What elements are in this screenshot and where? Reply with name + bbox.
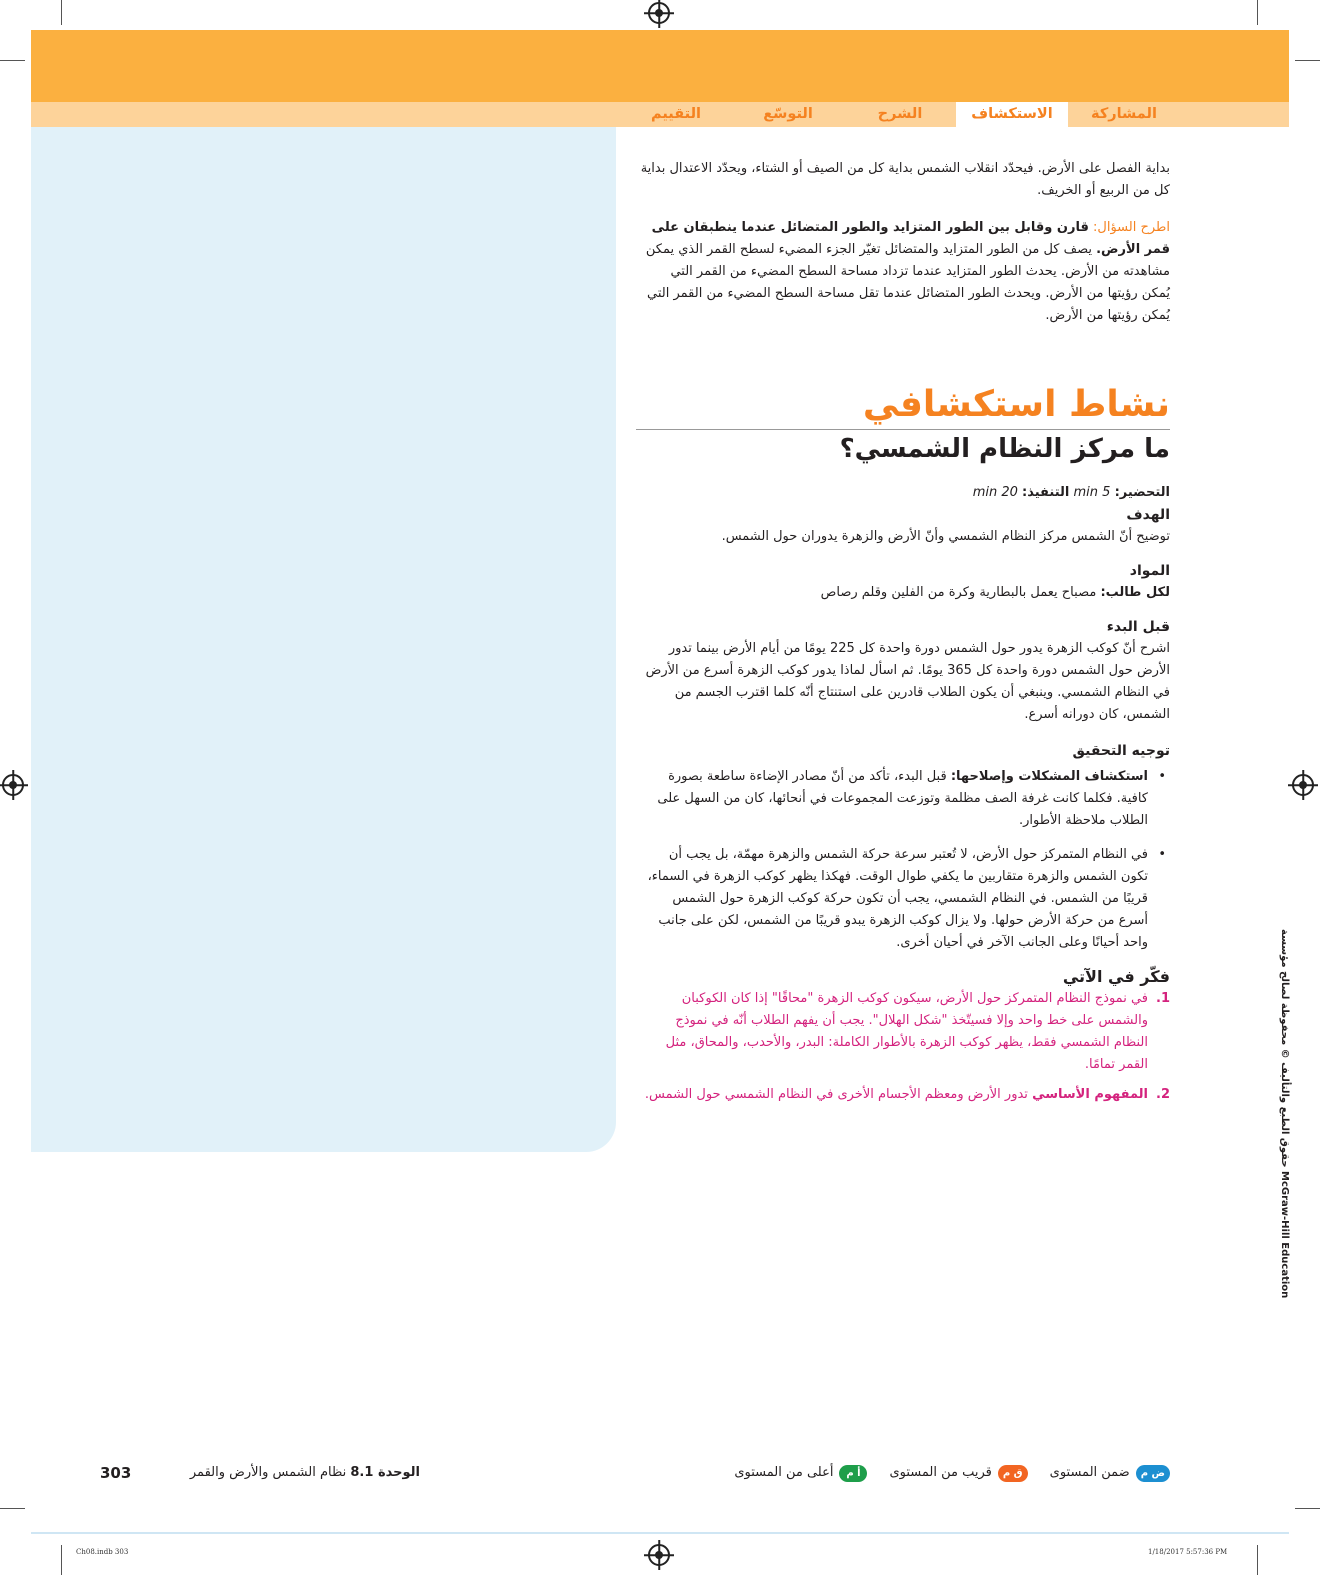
ask-question-paragraph xyxy=(640,217,1170,327)
materials-label: لكل طالب: xyxy=(1100,585,1170,600)
trim-mark xyxy=(1295,60,1320,61)
ask-answer: يصف كل من الطور المتزايد والمتضائل تغيّر الجزء المضيء لسطح القمر الذي يمكن مشاهدته من الأرض. يحدث الطور المتزايد عندما تزداد مساحة السطح المضيء من القمر التي يُمكن رؤيتها من الأرض. ويحدث الطور المتضائل عندما تقل مساحة السطح المضيء من القمر التي يُمكن رؤيتها من الأرض. xyxy=(645,242,1170,323)
intro-block xyxy=(640,158,1170,202)
tab-elaborate[interactable]: التوسّع xyxy=(763,106,813,122)
intro-paragraph: بداية الفصل على الأرض. فيحدّد انقلاب الشمس بداية كل من الصيف أو الشتاء، ويحدّد الاعتدال بداية كل من الربيع أو الخريف. xyxy=(640,161,1170,198)
trim-mark xyxy=(1295,1508,1320,1509)
before-heading: قبل البدء xyxy=(1106,619,1170,635)
trim-mark xyxy=(0,1508,25,1509)
q1-number: 1. xyxy=(1156,991,1170,1006)
bullet1-label: استكشاف المشكلات وإصلاحها: xyxy=(950,769,1148,784)
registration-mark-icon xyxy=(1292,774,1314,796)
list-item xyxy=(640,988,1170,1076)
slug-divider xyxy=(31,1532,1289,1534)
trim-mark xyxy=(1257,1545,1258,1575)
page-number: 303 xyxy=(100,1464,132,1482)
materials-line xyxy=(640,582,1170,604)
level-beyond-badge: أ م xyxy=(839,1465,867,1482)
student-page-panel xyxy=(31,127,616,1152)
before-text: اشرح أنّ كوكب الزهرة يدور حول الشمس دورة واحدة كل 225 يومًا من أيام الأرض بينما تدور الأرض حول الشمس دورة واحدة كل 365 يومًا. ثم اسأل لماذا يدور كوكب الزهرة أسرع من الأرض في النظام الشمسي. وينبغي أن يكون الطلاب قادرين على استنتاج أنّه كلما اقترب الجسم من الشمس، كان دورانه أسرع. xyxy=(645,641,1170,722)
list-item xyxy=(640,1084,1170,1106)
level-beyond-label: أعلى من المستوى xyxy=(734,1465,834,1480)
activity-title: نشاط استكشافي xyxy=(862,384,1170,425)
trim-mark xyxy=(1257,0,1258,25)
trim-mark xyxy=(0,60,25,61)
materials-heading: المواد xyxy=(1129,563,1170,579)
bullet2-text: في النظام المتمركز حول الأرض، لا تُعتبر سرعة حركة الشمس والزهرة مهمّة، بل يجب أن تكون الشمس والزهرة متقاربين ما يكفي طوال الوقت. فهكذا يظهر كوكب الزهرة في السماء، قريبًا من الشمس. في النظام الشمسي، يجب أن تكون حركة كوكب الزهرة حول الشمس أسرع من حركة الأرض حولها. ولا يزال كوكب الزهرة يبدو قريبًا من الشمس، لكن على جانب واحد أحيانًا وعلى الجانب الآخر في أحيان أخرى. xyxy=(647,847,1148,950)
activity-question: ما مركز النظام الشمسي؟ xyxy=(839,434,1170,464)
trim-mark xyxy=(61,0,62,25)
lesson-tabs xyxy=(620,102,1180,127)
time-line xyxy=(640,482,1170,504)
bullet1-text: قبل البدء، تأكد من أنّ مصادر الإضاءة ساطعة بصورة كافية. فكلما كانت غرفة الصف مظلمة وتوزعت المجموعات في أنحائها، كان من السهل على الطلاب ملاحظة الأطوار. xyxy=(657,769,1148,828)
slug-file: Ch08.indb 303 xyxy=(76,1548,129,1556)
list-item xyxy=(640,766,1170,832)
level-approaching-badge: ق م xyxy=(998,1465,1028,1482)
copyright-notice: حقوق الطبع والتأليف © محفوظة لصالح مؤسسة McGraw-Hill Education xyxy=(1279,929,1290,1299)
level-on-badge: ض م xyxy=(1136,1465,1170,1482)
q2-text: تدور الأرض ومعظم الأجسام الأخرى في النظام الشمسي حول الشمس. xyxy=(644,1087,1028,1102)
exec-label: التنفيذ: xyxy=(1022,485,1070,500)
guide-heading: توجيه التحقيق xyxy=(1072,743,1170,759)
tab-explore[interactable]: الاستكشاف xyxy=(956,102,1068,127)
unit-label: الوحدة 8.1 xyxy=(350,1465,420,1480)
registration-mark-icon xyxy=(648,2,670,24)
ask-bold-question: قارن وقابل بين الطور المتزايد والطور المتضائل عندما ينطبقان على قمر الأرض. xyxy=(651,220,1170,257)
tab-evaluate[interactable]: التقييم xyxy=(651,106,701,122)
ask-label: اطرح السؤال: xyxy=(1093,220,1170,235)
materials-text: مصباح يعمل بالبطارية وكرة من الفلين وقلم رصاص xyxy=(820,585,1097,600)
think-heading: فكّر في الآتي xyxy=(1062,967,1170,986)
unit-name: نظام الشمس والأرض والقمر xyxy=(189,1465,347,1480)
unit-title xyxy=(160,1462,420,1484)
registration-mark-icon xyxy=(648,1544,670,1566)
tab-explain[interactable]: الشرح xyxy=(877,106,923,122)
exec-time: 20 min xyxy=(972,485,1018,500)
tab-engage[interactable]: المشاركة xyxy=(1091,106,1157,122)
slug-date: 1/18/2017 5:57:36 PM xyxy=(1148,1548,1228,1556)
goal-text: توضيح أنّ الشمس مركز النظام الشمسي وأنّ الأرض والزهرة يدوران حول الشمس. xyxy=(721,529,1170,544)
ask-question-block xyxy=(640,217,1170,327)
level-approaching xyxy=(889,1462,1027,1484)
activity-body xyxy=(640,482,1170,1114)
goal-heading: الهدف xyxy=(1126,507,1170,523)
level-legend xyxy=(700,1462,1170,1484)
guide-list xyxy=(640,766,1170,954)
q2-number: 2. xyxy=(1156,1087,1170,1102)
level-approaching-label: قريب من المستوى xyxy=(889,1465,992,1480)
q2-label: المفهوم الأساسي xyxy=(1032,1087,1148,1102)
registration-mark-icon xyxy=(2,774,24,796)
trim-mark xyxy=(61,1545,62,1575)
prep-time: 5 min xyxy=(1073,485,1111,500)
header-banner xyxy=(31,30,1289,102)
think-list xyxy=(640,988,1170,1106)
prep-label: التحضير: xyxy=(1114,485,1170,500)
level-on-label: ضمن المستوى xyxy=(1049,1465,1130,1480)
level-beyond xyxy=(734,1462,867,1484)
list-item xyxy=(640,844,1170,954)
level-on xyxy=(1050,1462,1170,1484)
q1-text: في نموذج النظام المتمركز حول الأرض، سيكون كوكب الزهرة "محاقًا" إذا كان الكوكبان والشمس على خط واحد وإلا فسيتّخذ "شكل الهلال". يجب أن يفهم الطلاب أنّه في نموذج النظام الشمسي فقط، يظهر كوكب الزهرة بالأطوار الكاملة: البدر، والأحدب، والمحاق، مثل القمر تمامًا. xyxy=(665,991,1148,1072)
